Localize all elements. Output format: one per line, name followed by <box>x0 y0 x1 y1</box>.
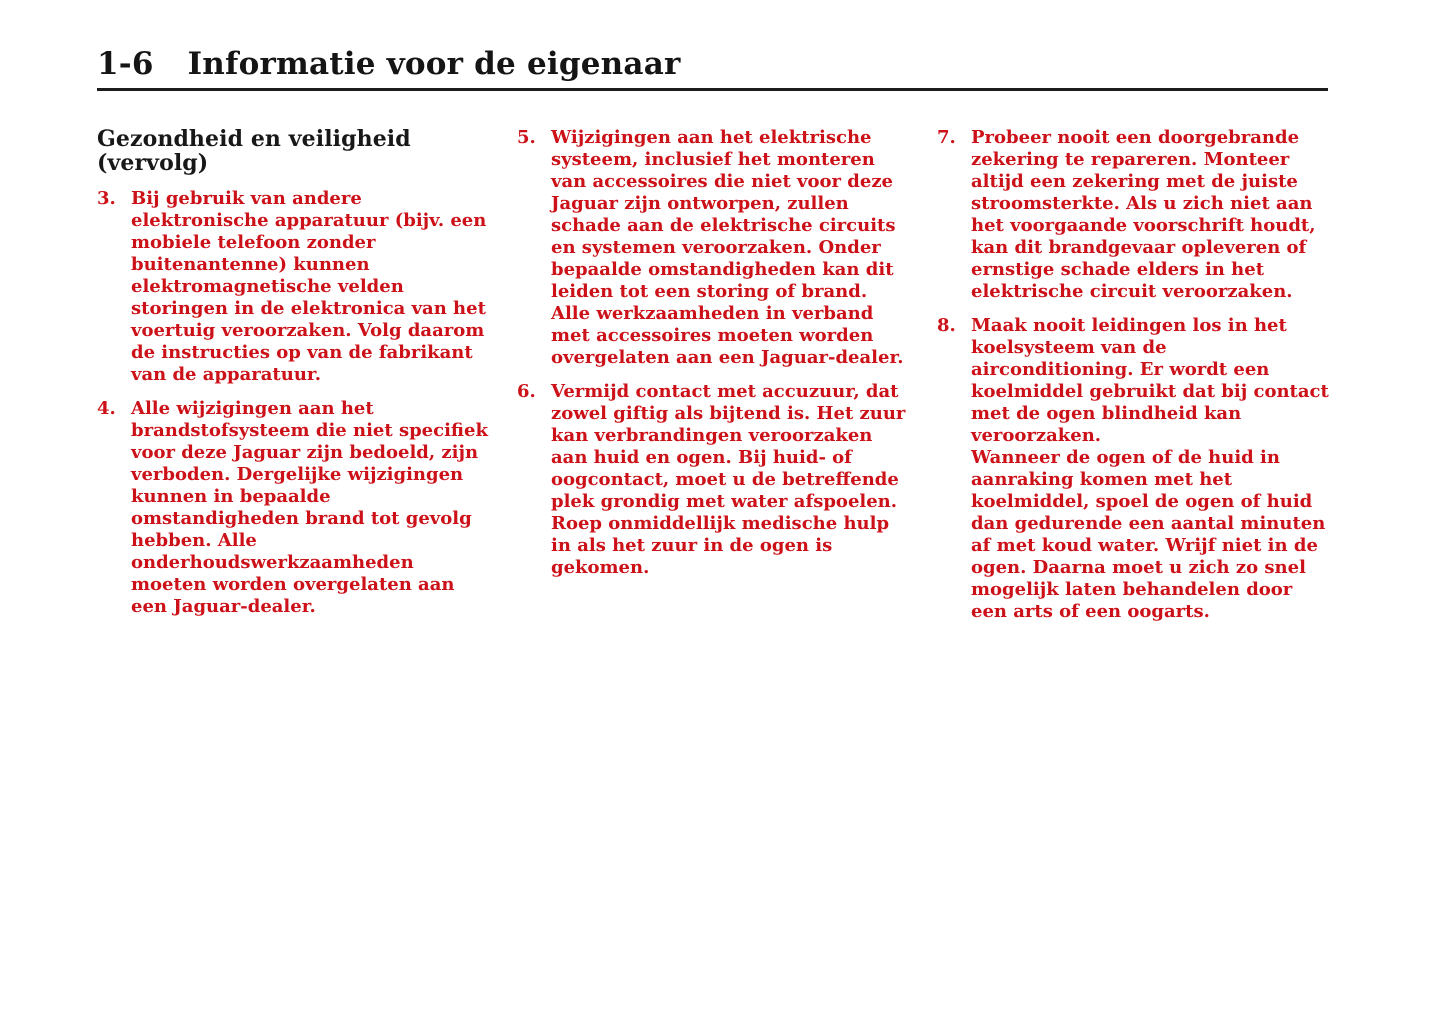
list-item <box>517 381 911 579</box>
item-paragraph: Vermijd contact met accuzuur, dat zowel giftig als bijtend is. Het zuur kan verbrandingen veroorzaken aan huid en ogen. Bij huid- of oogcontact, moet u de betreffende plek grondig met water afspoelen. Roep onmiddellijk medische hulp in als het zuur in de ogen is gekomen. <box>551 381 906 578</box>
column-2 <box>517 127 911 623</box>
item-paragraph: Alle wijzigingen aan het brandstofsysteem die niet specifiek voor deze Jaguar zijn bedoeld, zijn verboden. Dergelijke wijzigingen kunnen in bepaalde omstandigheden brand tot gevolg hebben. Alle onderhoudswerkzaamheden moeten worden overgelaten aan een Jaguar-dealer. <box>131 398 488 617</box>
item-text <box>131 398 491 618</box>
item-paragraph: Maak nooit leidingen los in het koelsysteem van de airconditioning. Er wordt een koelmiddel gebruikt dat bij contact met de ogen blindheid kan veroorzaken. <box>971 315 1329 446</box>
item-text <box>551 127 911 369</box>
item-text <box>971 315 1331 623</box>
column-1 <box>97 127 491 623</box>
content-columns <box>97 127 1445 623</box>
title-row <box>97 46 1328 82</box>
item-number: 4. <box>97 398 116 419</box>
list-item <box>937 315 1331 623</box>
item-paragraph: Wanneer de ogen of de huid in aanraking komen met het koelmiddel, spoel de ogen of huid dan gedurende een aantal minuten af met koud water. Wrijf niet in de ogen. Daarna moet u zich zo snel mogelijk laten behandelen door een arts of een oogarts. <box>971 447 1326 622</box>
item-paragraph: Probeer nooit een doorgebrande zekering te repareren. Monteer altijd een zekering met de juiste stroomsterkte. Als u zich niet aan het voorgaande voorschrift houdt, kan dit brandgevaar opleveren of ernstige schade elders in het elektrische circuit veroorzaken. <box>971 127 1316 302</box>
item-list <box>97 188 491 618</box>
item-number: 6. <box>517 381 536 402</box>
section-heading-line1: Gezondheid en veiligheid <box>97 126 411 152</box>
item-text <box>131 188 491 386</box>
section-heading-line2: (vervolg) <box>97 150 209 176</box>
page-header <box>97 46 1328 91</box>
list-item <box>937 127 1331 303</box>
item-number: 3. <box>97 188 116 209</box>
item-number: 5. <box>517 127 536 148</box>
item-paragraph: Wijzigingen aan het elektrische systeem, inclusief het monteren van accessoires die niet voor deze Jaguar zijn ontworpen, zullen schade aan de elektrische circuits en systemen veroorzaken. Onder bepaalde omstandigheden kan dit leiden tot een storing of brand. Alle werkzaamheden in verband met accessoires moeten worden overgelaten aan een Jaguar-dealer. <box>551 127 904 368</box>
item-list <box>937 127 1331 623</box>
item-text <box>971 127 1331 303</box>
item-number: 7. <box>937 127 956 148</box>
item-list <box>517 127 911 579</box>
item-paragraph: Bij gebruik van andere elektronische apparatuur (bijv. een mobiele telefoon zonder buitenantenne) kunnen elektromagnetische velden storingen in de elektronica van het voertuig veroorzaken. Volg daarom de instructies op van de fabrikant van de apparatuur. <box>131 188 487 385</box>
section-heading <box>97 127 491 175</box>
list-item <box>517 127 911 369</box>
page-title: Informatie voor de eigenaar <box>187 46 681 82</box>
list-item <box>97 188 491 386</box>
section-number: 1-6 <box>97 46 154 82</box>
item-number: 8. <box>937 315 956 336</box>
item-text <box>551 381 911 579</box>
list-item <box>97 398 491 618</box>
column-3 <box>937 127 1331 623</box>
